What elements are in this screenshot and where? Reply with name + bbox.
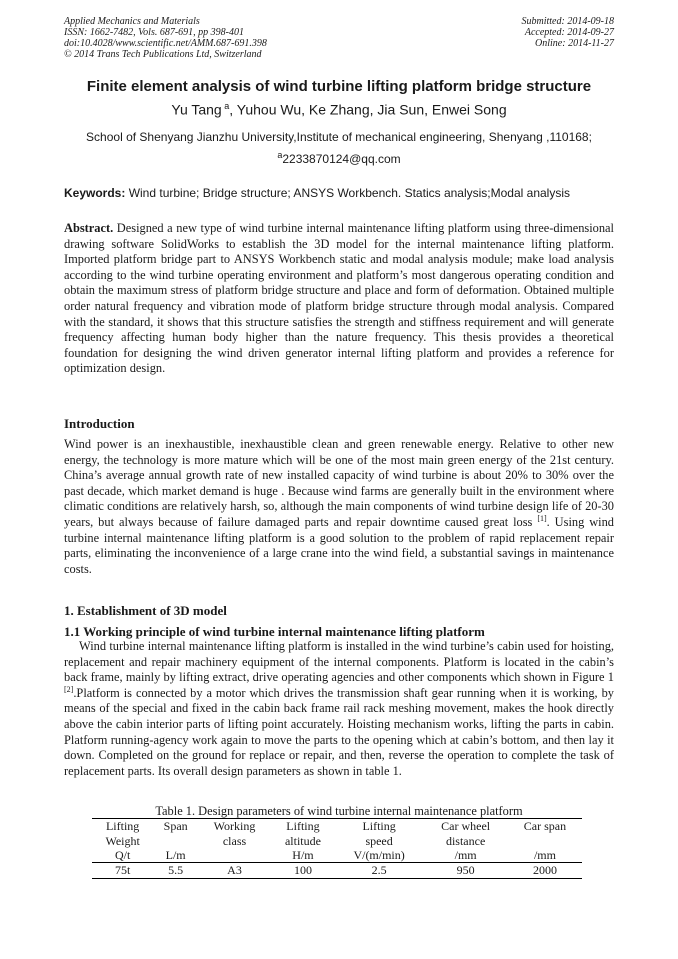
author-email [0,150,678,166]
header-car-wheel-distance: Car wheel distance [423,819,508,849]
value-lifting-speed: 2.5 [335,863,423,879]
value-lifting-weight: 75t [92,863,153,879]
introduction-text [64,437,614,577]
abstract-label: Abstract. [64,221,114,235]
unit-car-span: /mm [508,848,582,863]
value-lifting-altitude: 100 [271,863,335,879]
unit-working-class [198,848,271,863]
sec11-text-part2: .Platform is connected by a motor which drives the transmission shaft gear running when it is working, by means of the special and fixed in the cabin back frame rail rack meshing movement, makes the hook directly above the cabin interior parts of lifting point accurately. Hoisting mechanism works, lifting the parts in cabin. Platform running-agency work again to move the parts to the opening which at cabin’s bottom, and then lay it down. Completed on the ground for replace or repair, and then, reverse the operation to complete the task of replacement parts. Its overall design parameters as shown in table 1. [64,685,614,778]
unit-lifting-weight: Q/t [92,848,153,863]
intro-text-part2: . Using wind turbine internal maintenance lifting platform is a good solution to the problem of rapid replacement repair parts, eliminating the inconvenience of a large crane into the wind field, a substantial savings in maintenance costs. [64,514,614,576]
subsection-heading-1-1: 1.1 Working principle of wind turbine internal maintenance lifting platform [64,624,485,639]
section-heading-1: 1. Establishment of 3D model [64,603,227,618]
unit-lifting-altitude: H/m [271,848,335,863]
value-working-class: A3 [198,863,271,879]
value-car-wheel-distance: 950 [423,863,508,879]
unit-lifting-speed: V/(m/min) [335,848,423,863]
citation-2: [2] [64,684,74,694]
header-span: Span [153,819,198,849]
table-unit-row [92,848,582,863]
unit-car-wheel-distance: /mm [423,848,508,863]
header-lifting-weight: Lifting Weight [92,819,153,849]
other-authors: , Yuhou Wu, Ke Zhang, Jia Sun, Enwei Song [229,101,507,118]
header-working-class: Working class [198,819,271,849]
section-1-1-text [64,639,614,779]
first-author: Yu Tang [171,101,222,118]
abstract-text: Designed a new type of wind turbine internal maintenance lifting platform using three-dimensional drawing software SolidWorks to establish the 3D model for the internal maintenance lifting platform. Imported platform bridge part to ANSYS Workbench static and modal analysis module; make load analysis according to the wind turbine operating environment and platform’s most dangerous operating condition and obtain the maximum stress of platform bridge structure and place and form of deformation. Obtained multiple order natural frequency and vibration mode of platform bridge structure through modal analysis. Compared with the standard, it shows that this structure satisfies the strength and stiffness requirement and will generate frequency affecting human body higher than the nature frequency. This thesis provides a theoretical foundation for designing the wind driven generator internal lifting platform and provides a reference for optimization design. [64,221,614,376]
introduction-heading: Introduction [64,416,135,431]
journal-name: Applied Mechanics and Materials [64,16,200,27]
keywords-text: Wind turbine; Bridge structure; ANSYS Workbench. Statics analysis;Modal analysis [125,186,570,200]
abstract [64,221,614,377]
value-span: 5.5 [153,863,198,879]
citation-1: [1] [537,513,547,523]
design-parameters-table [92,818,582,879]
sec11-text-part1: Wind turbine internal maintenance lifting platform is installed in the wind turbine’s cabin used for hoisting, replacement and repair machinery equipment of the internal components. Platform is located in the cabin’s back frame, mainly by lifting extract, drive operating agencies and other components which shown in Figure 1 [64,639,614,685]
submission-dates [522,16,615,49]
paper-title: Finite element analysis of wind turbine lifting platform bridge structure [86,78,592,95]
header-car-span: Car span [508,819,582,849]
accepted-date: Accepted: 2014-09-27 [524,27,614,38]
unit-span: L/m [153,848,198,863]
keywords [64,186,624,200]
journal-info [64,16,267,60]
table-header-row [92,819,582,849]
keywords-label: Keywords: [64,186,126,200]
intro-text-part1: Wind power is an inexhaustible, inexhaustible clean and green renewable energy. Relative to other new energy, the technology is more mature which will be one of the most main green energy of the 21st century. China’s average annual growth rate of new installed capacity of wind turbine is about 20% to 30% over the past decade, which market demand is huge . Because wind farms are generally built in the environment where climatic conditions are relatively harsh, so, although the main components of wind turbine design life of 20-30 years, but always because of failure damaged parts and repair downtime caused great loss [64,437,614,529]
table-value-row [92,863,582,879]
author-affil-mark: a [224,101,230,111]
journal-doi: doi:10.4028/www.scientific.net/AMM.687-691.398 [64,38,267,49]
table-caption: Table 1. Design parameters of wind turbine internal maintenance platform [155,804,523,818]
email-affil-mark: a [277,150,283,160]
affiliation: School of Shenyang Jianzhu University,Institute of mechanical engineering, Shenyang ,110168; [86,130,592,144]
value-car-span: 2000 [508,863,582,879]
submitted-date: Submitted: 2014-09-18 [521,16,614,27]
online-date: Online: 2014-11-27 [535,38,614,49]
journal-copyright: © 2014 Trans Tech Publications Ltd, Switzerland [64,49,262,60]
email-address: 2233870124@qq.com [282,152,401,166]
journal-issn: ISSN: 1662-7482, Vols. 687-691, pp 398-401 [64,27,244,38]
header-lifting-altitude: Lifting altitude [271,819,335,849]
author-list [0,101,678,118]
header-lifting-speed: Lifting speed [335,819,423,849]
